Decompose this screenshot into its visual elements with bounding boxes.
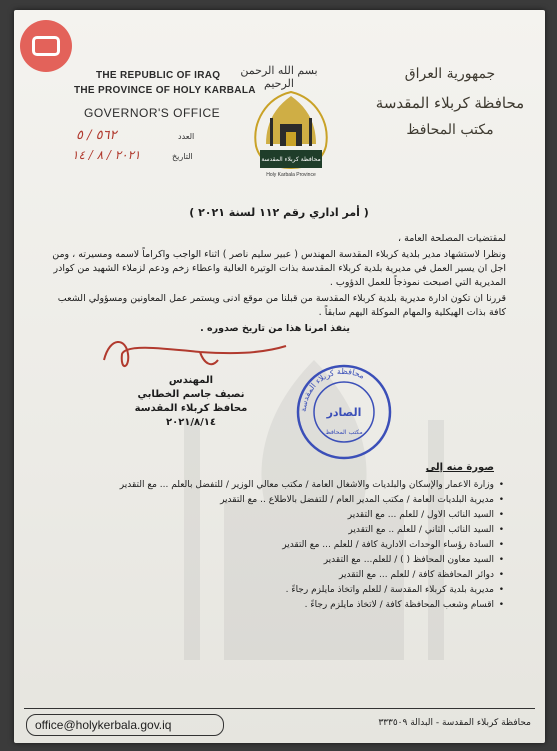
logo-caption-en: Holy Karbala Province <box>266 172 316 178</box>
official-stamp <box>294 362 394 462</box>
karbala-province-logo <box>246 88 336 180</box>
cc-item: • مديرية البلديات العامة / مكتب المدير العام / للتفضل بالاطلاع .. مع التقدير <box>74 493 504 508</box>
footer-email: office@holykerbala.gov.iq <box>26 714 224 736</box>
reference-date-label: التاريخ <box>172 152 193 161</box>
record-icon <box>32 36 60 56</box>
signatory-name: نصيف جاسم الخطابي <box>137 389 245 400</box>
stamp-bottom-text: مكتب المحافظ <box>325 429 363 436</box>
cc-item: • السيد النائب الثاني / للعلم .. مع التقدير <box>74 523 504 538</box>
letterhead-ar-province: محافظة كربلاء المقدسة <box>375 94 525 112</box>
letterhead-ar-office: مكتب المحافظ <box>406 122 494 138</box>
cc-item: • دوائر المحافظة كافة / للعلم ... مع التقدير <box>74 568 504 583</box>
signatory-title: المهندس <box>168 375 214 386</box>
cc-item: • وزارة الاعمار والإسكان والبلديات والاشغال العامة / مكتب معالي الوزير / للتفضل بالعلم ... مع التقدير <box>74 478 504 493</box>
basmala: بسم الله الرحمن الرحيم <box>240 64 318 90</box>
signatory-date: ٢٠٢١/٨/١٤ <box>165 417 217 428</box>
cc-list <box>74 478 504 613</box>
cc-heading: صورة منه إلى <box>425 462 494 473</box>
logo-caption-ar: محافظة كربلاء المقدسة <box>261 156 321 163</box>
footer-divider <box>24 708 535 709</box>
cc-item: • مديرية بلدية كربلاء المقدسة / للعلم واتخاذ مايلزم رجاءً . <box>74 583 504 598</box>
cc-item: • اقسام وشعب المحافظة كافة / لاتخاذ مايلزم رجاءً . <box>74 598 504 613</box>
cc-item: • السيد النائب الاول / للعلم ... مع التقدير <box>74 508 504 523</box>
reference-block <box>72 126 212 166</box>
letterhead-ar-republic: جمهورية العراق <box>404 66 496 82</box>
letterhead-province: THE PROVINCE OF HOLY KARBALA <box>74 85 256 96</box>
reference-number-label: العدد <box>178 132 195 141</box>
letterhead-republic: THE REPUBLIC OF IRAQ <box>96 70 221 81</box>
letterhead-office: GOVERNOR'S OFFICE <box>84 106 221 120</box>
body-paragraph: قررنا ان تكون ادارة مديرية بلدية كربلاء المقدسة من قبلنا من موقع ادنى ويستمر عمل المعاونين ومسؤولي الشعب كافة بذات الهيكلية والمهام الموكلة اليهم سابقاً . <box>57 293 506 318</box>
signatory-position: محافظ كربلاء المقدسة <box>134 403 248 414</box>
cc-item: • السادة رؤساء الوحدات الادارية كافة / للعلم ... مع التقدير <box>74 538 504 553</box>
body-paragraph: ونظرا لاستشهاد مدير بلدية كربلاء المقدسة المهندس ( عبير سليم ناصر ) اثناء الواجب واكراماً لاسمه ومسيرته ، ومن اجل ان يسير العمل في مديرية بلدية كربلاء المقدسة بذات الوتيرة العالية واعطاء زخم ودعم لزملاء الشهيد من كوادر المديرية التي اصبحت نموذجاً للعمل الدؤوب . <box>52 249 506 288</box>
reference-date-value: ٢٠٢١ / ٨ / ١٤ <box>72 148 141 162</box>
stamp-ring-text: محافظة كربلاء المقدسة <box>298 366 366 413</box>
order-title: ( أمر اداري رقم ١١٢ لسنة ٢٠٢١ ) <box>189 206 369 219</box>
signatory-block <box>126 374 256 430</box>
document-page <box>14 10 545 743</box>
footer-address: محافظة كربلاء المقدسة - البدالة ٣٣٣٥٠٩ <box>378 718 531 728</box>
screen-record-button[interactable] <box>20 20 72 72</box>
stamp-center-text: الصادر <box>326 406 362 419</box>
order-body <box>44 232 506 338</box>
reference-number-value: ٥٦٢ / ٥ <box>76 128 117 143</box>
body-paragraph: ينفذ امرنا هذا من تاريخ صدوره . <box>200 323 350 334</box>
body-paragraph: لمقتضيات المصلحة العامة ، <box>398 233 506 244</box>
cc-item: • السيد معاون المحافظ ( ) / للعلم... مع التقدير <box>74 553 504 568</box>
